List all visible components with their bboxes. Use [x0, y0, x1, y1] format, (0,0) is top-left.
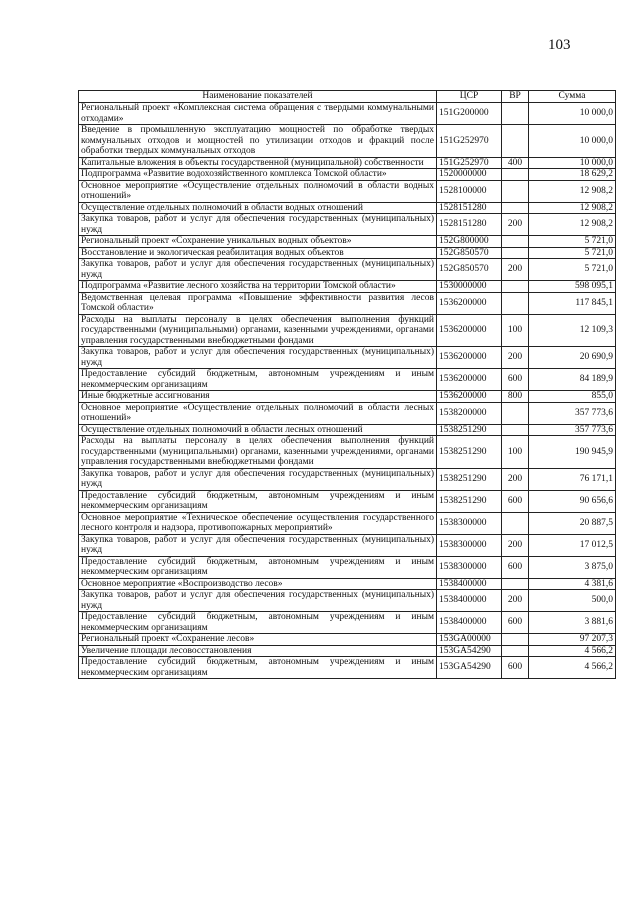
row-name: Предоставление субсидий бюджетным, автономным учреждениям и иным некоммерческим организациям: [79, 490, 437, 512]
table-row: [79, 247, 616, 259]
row-vr: [502, 180, 529, 202]
table-row: [79, 490, 616, 512]
row-csr: 1538251290: [437, 436, 502, 469]
table-row: [79, 391, 616, 403]
row-name: Закупка товаров, работ и услуг для обеспечения государственных (муниципальных) нужд: [79, 259, 437, 281]
row-csr: 152G850570: [437, 259, 502, 281]
row-sum: 10 000,0: [529, 125, 616, 158]
row-sum: 117 845,1: [529, 292, 616, 314]
table-row: [79, 436, 616, 469]
row-vr: 600: [502, 657, 529, 679]
table-row: [79, 612, 616, 634]
row-vr: 200: [502, 534, 529, 556]
row-name: Иные бюджетные ассигнования: [79, 391, 437, 403]
row-csr: 1538251290: [437, 424, 502, 436]
row-vr: 200: [502, 347, 529, 369]
row-vr: [502, 247, 529, 259]
row-csr: 151G252970: [437, 125, 502, 158]
row-sum: 3 881,6: [529, 612, 616, 634]
row-vr: [502, 125, 529, 158]
row-vr: 200: [502, 259, 529, 281]
table-row: [79, 578, 616, 590]
row-csr: 1520000000: [437, 169, 502, 181]
table-row: [79, 281, 616, 293]
table-row: [79, 202, 616, 214]
row-csr: 1536200000: [437, 391, 502, 403]
row-sum: 17 012,5: [529, 534, 616, 556]
row-sum: 5 721,0: [529, 236, 616, 248]
row-csr: 1538300000: [437, 556, 502, 578]
row-sum: 5 721,0: [529, 247, 616, 259]
row-csr: 1538300000: [437, 512, 502, 534]
row-vr: [502, 103, 529, 125]
table-row: [79, 634, 616, 646]
row-vr: 600: [502, 369, 529, 391]
table-row: [79, 236, 616, 248]
row-sum: 4 566,2: [529, 645, 616, 657]
row-vr: [502, 512, 529, 534]
row-sum: 84 189,9: [529, 369, 616, 391]
row-sum: 76 171,1: [529, 468, 616, 490]
table-row: [79, 292, 616, 314]
table-row: [79, 402, 616, 424]
row-sum: 20 887,5: [529, 512, 616, 534]
table-row: [79, 645, 616, 657]
row-sum: 20 690,9: [529, 347, 616, 369]
row-name: Основное мероприятие «Осуществление отдельных полномочий в области лесных отношений»: [79, 402, 437, 424]
row-vr: [502, 281, 529, 293]
row-vr: 600: [502, 556, 529, 578]
row-sum: 12 908,2: [529, 202, 616, 214]
row-name: Региональный проект «Комплексная система обращения с твердыми коммунальными отходами»: [79, 103, 437, 125]
row-vr: 200: [502, 590, 529, 612]
row-sum: 5 721,0: [529, 259, 616, 281]
table-row: [79, 468, 616, 490]
table-row: [79, 180, 616, 202]
header-csr: ЦСР: [437, 91, 502, 103]
row-sum: 3 875,0: [529, 556, 616, 578]
row-csr: 1538400000: [437, 590, 502, 612]
header-name: Наименование показателей: [79, 91, 437, 103]
row-vr: 600: [502, 612, 529, 634]
table-row: [79, 657, 616, 679]
row-sum: 190 945,9: [529, 436, 616, 469]
row-vr: 200: [502, 214, 529, 236]
row-sum: 855,0: [529, 391, 616, 403]
row-name: Основное мероприятие «Техническое обеспечение осуществления государственного лесного контроля и надзора, противопожарных мероприятий»: [79, 512, 437, 534]
row-name: Предоставление субсидий бюджетным, автономным учреждениям и иным некоммерческим организациям: [79, 369, 437, 391]
row-name: Основное мероприятие «Воспроизводство лесов»: [79, 578, 437, 590]
row-sum: 598 095,1: [529, 281, 616, 293]
row-vr: 600: [502, 490, 529, 512]
row-csr: 1536200000: [437, 347, 502, 369]
row-vr: 100: [502, 314, 529, 347]
row-name: Расходы на выплаты персоналу в целях обеспечения выполнения функций государственными (муниципальными) органами, казенными учреждениями, органами управления государственными внебюджетными фондами: [79, 314, 437, 347]
table-row: [79, 347, 616, 369]
row-csr: 1536200000: [437, 314, 502, 347]
row-name: Региональный проект «Сохранение уникальных водных объектов»: [79, 236, 437, 248]
row-csr: 1538251290: [437, 468, 502, 490]
row-csr: 153GA54290: [437, 645, 502, 657]
table-row: [79, 103, 616, 125]
row-csr: 1538300000: [437, 534, 502, 556]
page-number: 103: [548, 37, 571, 53]
row-name: Предоставление субсидий бюджетным, автономным учреждениям и иным некоммерческим организациям: [79, 657, 437, 679]
row-vr: [502, 634, 529, 646]
row-sum: 357 773,6: [529, 402, 616, 424]
row-vr: 200: [502, 468, 529, 490]
row-csr: 1536200000: [437, 292, 502, 314]
table-row: [79, 125, 616, 158]
row-name: Расходы на выплаты персоналу в целях обеспечения выполнения функций государственными (муниципальными) органами, казенными учреждениями, органами управления государственными внебюджетными фондами: [79, 436, 437, 469]
row-sum: 90 656,6: [529, 490, 616, 512]
row-name: Ведомственная целевая программа «Повышение эффективности развития лесов Томской области»: [79, 292, 437, 314]
table-row: [79, 314, 616, 347]
row-csr: 1528151280: [437, 202, 502, 214]
row-name: Региональный проект «Сохранение лесов»: [79, 634, 437, 646]
row-csr: 152G850570: [437, 247, 502, 259]
row-csr: 151G200000: [437, 103, 502, 125]
row-vr: [502, 578, 529, 590]
table-header-row: [79, 91, 616, 103]
row-name: Введение в промышленную эксплуатацию мощностей по обработке твердых коммунальных отходов и мощностей по утилизации отходов и фракций после обработки твердых коммунальных отходов: [79, 125, 437, 158]
row-name: Осуществление отдельных полномочий в области водных отношений: [79, 202, 437, 214]
row-name: Закупка товаров, работ и услуг для обеспечения государственных (муниципальных) нужд: [79, 468, 437, 490]
row-csr: 1528151280: [437, 214, 502, 236]
row-csr: 1538400000: [437, 612, 502, 634]
row-name: Подпрограмма «Развитие водохозяйственного комплекса Томской области»: [79, 169, 437, 181]
row-vr: [502, 292, 529, 314]
row-vr: [502, 402, 529, 424]
row-vr: 100: [502, 436, 529, 469]
row-csr: 153GA54290: [437, 657, 502, 679]
row-vr: 800: [502, 391, 529, 403]
row-name: Закупка товаров, работ и услуг для обеспечения государственных (муниципальных) нужд: [79, 534, 437, 556]
row-vr: [502, 202, 529, 214]
row-vr: 400: [502, 157, 529, 169]
row-name: Основное мероприятие «Осуществление отдельных полномочий в области водных отношений»: [79, 180, 437, 202]
row-name: Предоставление субсидий бюджетным, автономным учреждениям и иным некоммерческим организациям: [79, 612, 437, 634]
table-row: [79, 590, 616, 612]
row-csr: 1530000000: [437, 281, 502, 293]
row-csr: 1538200000: [437, 402, 502, 424]
table-row: [79, 214, 616, 236]
row-sum: 4 381,6: [529, 578, 616, 590]
row-name: Закупка товаров, работ и услуг для обеспечения государственных (муниципальных) нужд: [79, 214, 437, 236]
row-name: Капитальные вложения в объекты государственной (муниципальной) собственности: [79, 157, 437, 169]
row-csr: 153GA00000: [437, 634, 502, 646]
row-name: Закупка товаров, работ и услуг для обеспечения государственных (муниципальных) нужд: [79, 590, 437, 612]
row-sum: 12 908,2: [529, 180, 616, 202]
row-name: Восстановление и экологическая реабилитация водных объектов: [79, 247, 437, 259]
row-name: Подпрограмма «Развитие лесного хозяйства на территории Томской области»: [79, 281, 437, 293]
row-csr: 152G800000: [437, 236, 502, 248]
row-sum: 10 000,0: [529, 157, 616, 169]
row-vr: [502, 169, 529, 181]
row-sum: 500,0: [529, 590, 616, 612]
header-sum: Сумма: [529, 91, 616, 103]
row-csr: 1538400000: [437, 578, 502, 590]
row-sum: 97 207,3: [529, 634, 616, 646]
table-row: [79, 534, 616, 556]
row-csr: 1536200000: [437, 369, 502, 391]
table-row: [79, 512, 616, 534]
row-sum: 357 773,6: [529, 424, 616, 436]
budget-table: [78, 90, 616, 679]
table-row: [79, 157, 616, 169]
row-sum: 4 566,2: [529, 657, 616, 679]
row-sum: 12 109,3: [529, 314, 616, 347]
table-row: [79, 556, 616, 578]
row-vr: [502, 236, 529, 248]
row-name: Закупка товаров, работ и услуг для обеспечения государственных (муниципальных) нужд: [79, 347, 437, 369]
row-vr: [502, 645, 529, 657]
row-sum: 10 000,0: [529, 103, 616, 125]
table-row: [79, 169, 616, 181]
row-sum: 12 908,2: [529, 214, 616, 236]
table-row: [79, 424, 616, 436]
row-csr: 1528100000: [437, 180, 502, 202]
row-csr: 151G252970: [437, 157, 502, 169]
row-name: Осуществление отдельных полномочий в области лесных отношений: [79, 424, 437, 436]
row-name: Увеличение площади лесовосстановления: [79, 645, 437, 657]
row-name: Предоставление субсидий бюджетным, автономным учреждениям и иным некоммерческим организациям: [79, 556, 437, 578]
header-vr: ВР: [502, 91, 529, 103]
table-row: [79, 369, 616, 391]
row-csr: 1538251290: [437, 490, 502, 512]
row-sum: 18 629,2: [529, 169, 616, 181]
table-row: [79, 259, 616, 281]
row-vr: [502, 424, 529, 436]
